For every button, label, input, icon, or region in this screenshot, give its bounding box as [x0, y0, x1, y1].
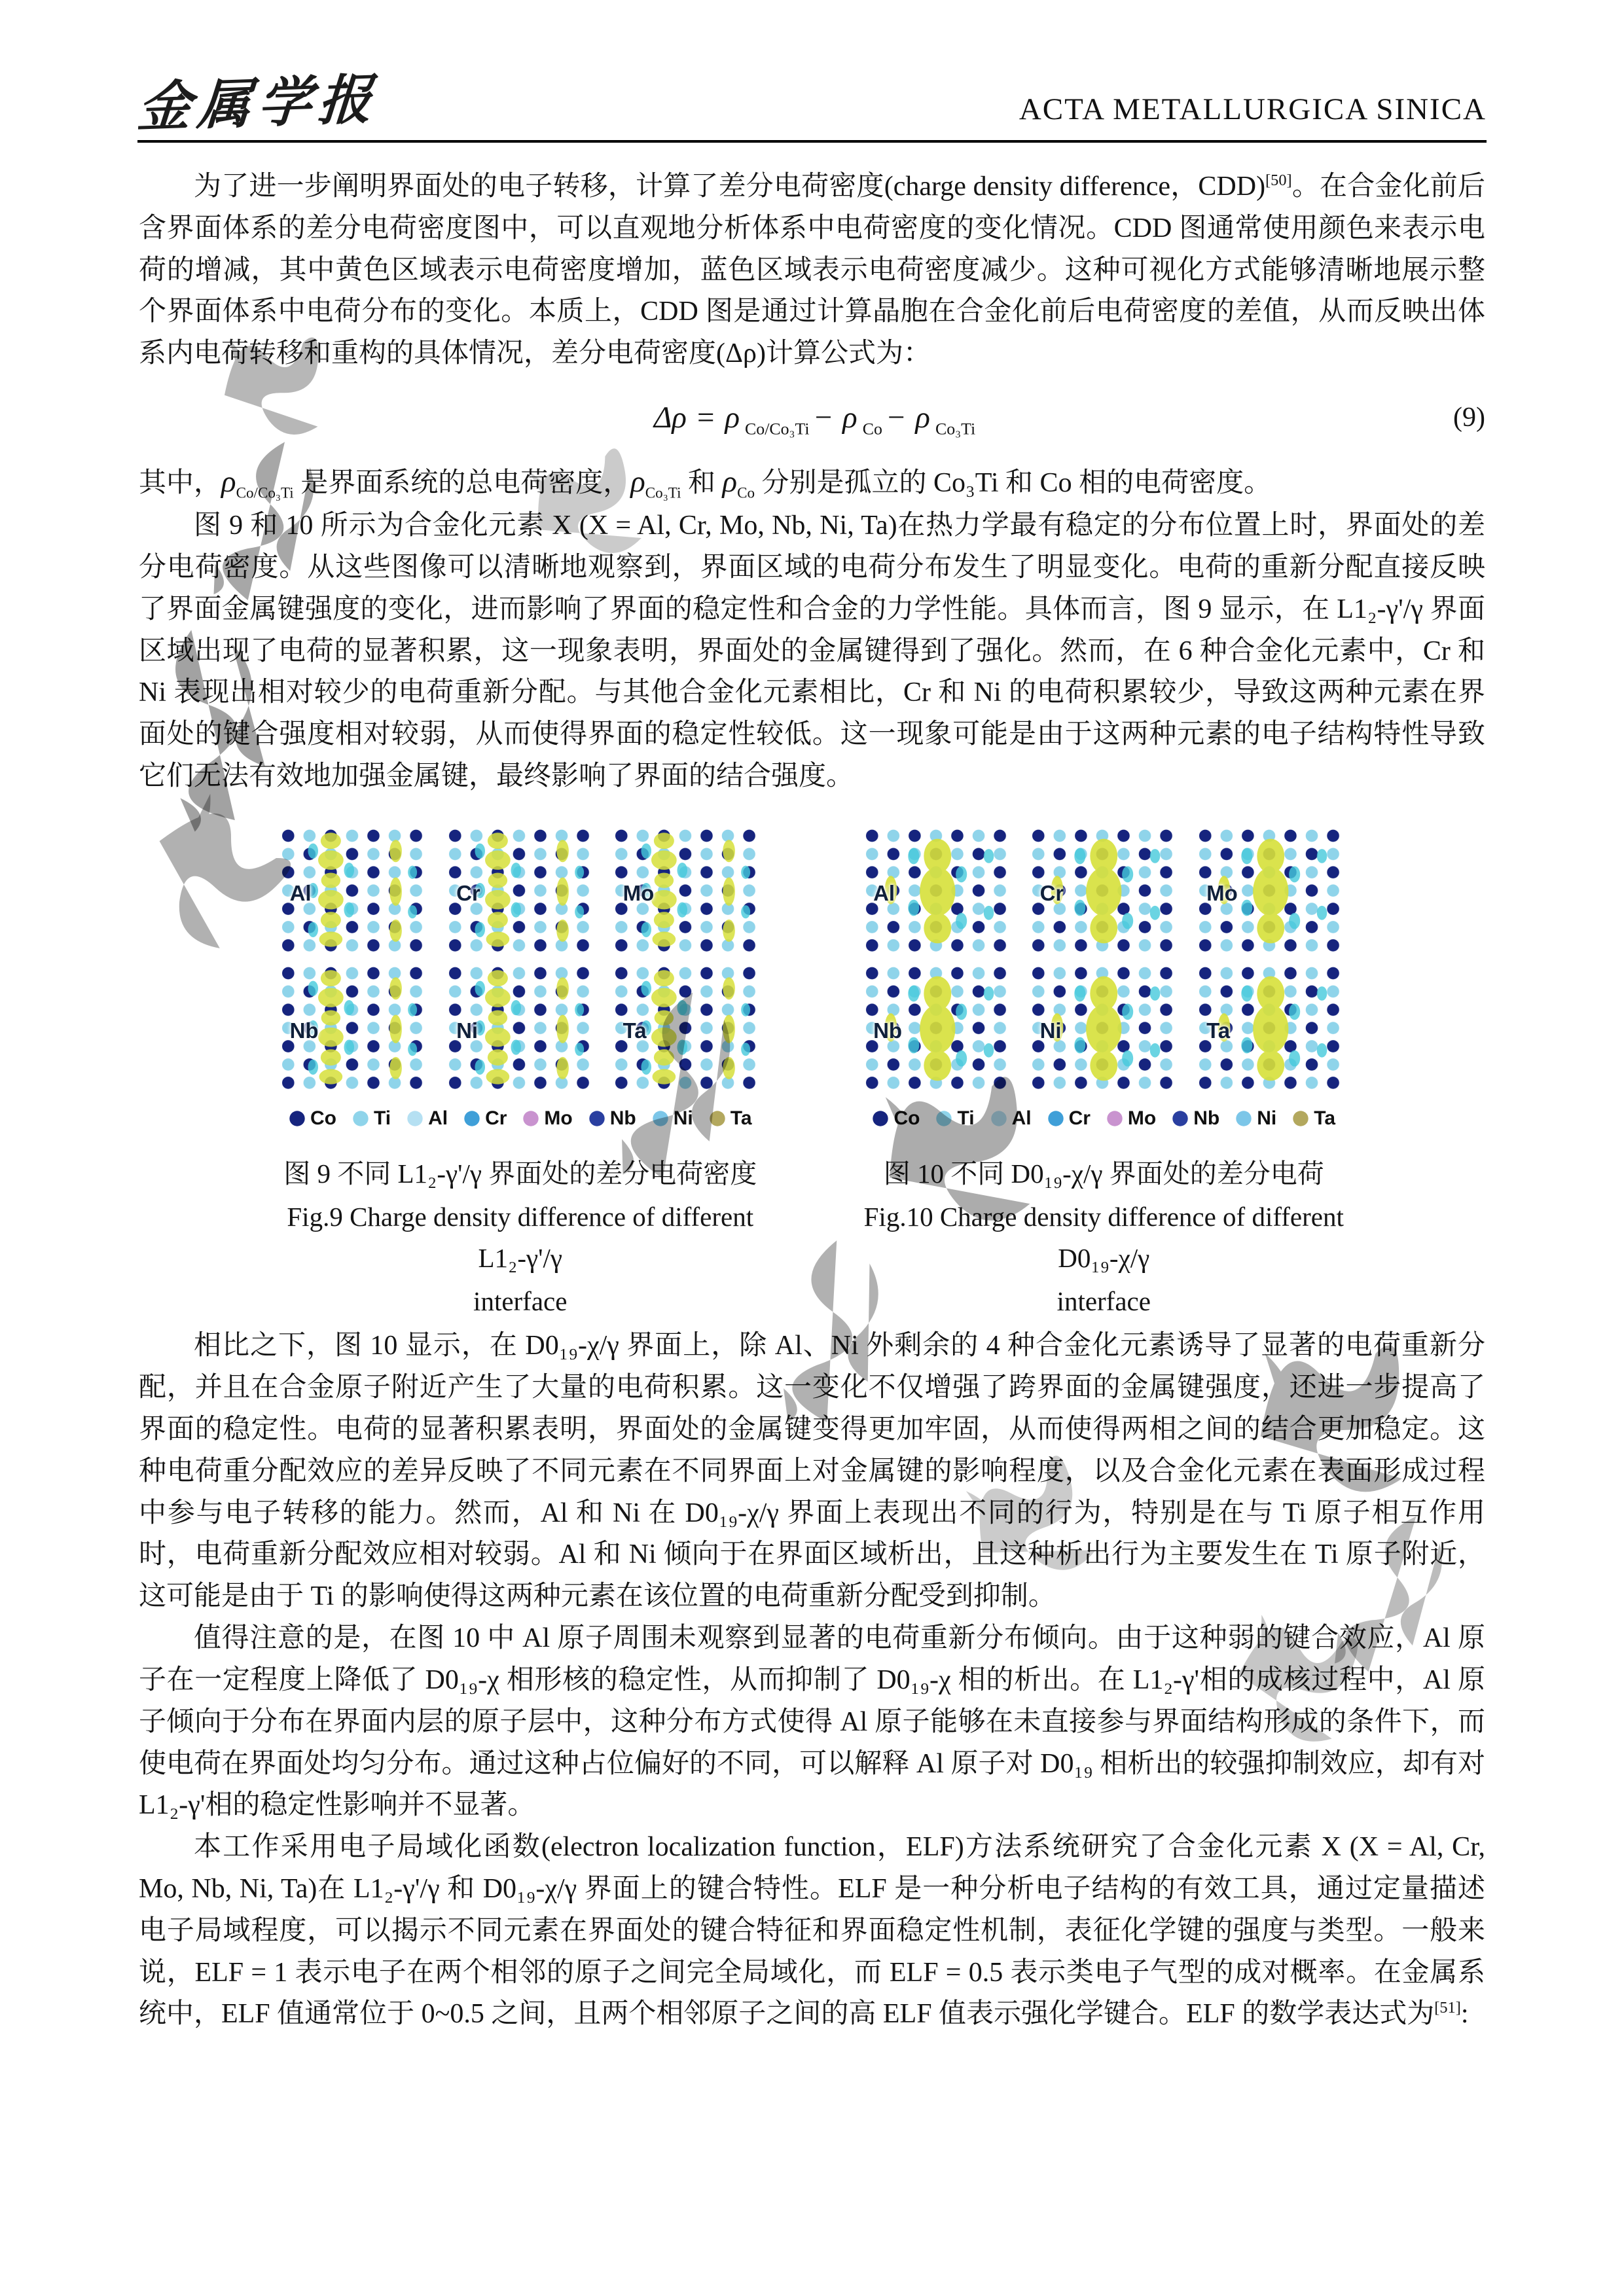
legend-label: Ta: [730, 1107, 752, 1130]
legend-label: Ti: [957, 1107, 975, 1130]
legend-label: Ta: [1314, 1107, 1336, 1130]
figure-panel: [1028, 964, 1180, 1091]
text-run: 是界面系统的总电荷密度，: [293, 467, 631, 498]
element-label: Nb: [289, 1018, 319, 1043]
rho-symbol: ρ: [722, 464, 738, 499]
legend-label: Nb: [1193, 1107, 1220, 1130]
legend-label: Ni: [1257, 1107, 1277, 1130]
legend-item: [588, 1103, 636, 1134]
figure-panel: [1028, 827, 1180, 954]
legend-item: [652, 1103, 693, 1134]
atom-legend: [861, 1103, 1347, 1134]
text-run: 其中，: [139, 467, 222, 498]
journal-title: ACTA METALLURGICA SINICA: [1019, 92, 1487, 126]
figure-panel: [1195, 964, 1347, 1091]
legend-item: [1235, 1103, 1276, 1134]
subscript-co3ti: Co₃Ti: [645, 483, 681, 501]
legend-label: Nb: [609, 1107, 636, 1130]
subscript-total: Co/Co₃Ti: [745, 419, 810, 439]
figure-panel: [861, 827, 1014, 954]
text-run: 本工作采用电子局域化函数(electron localization function，ELF)方法系统研究了合金化元素 X (X = Al, Cr, Mo, Nb, Ni, Ta)在 L1₂-γ'/γ 和 D0₁₉-χ/γ 界面上的键合特性。ELF 是一种分析电子结构的有效工具，通过定量描述电子局域程度，可以揭示不同元素在界面处的键合特征和界面稳定性机制，表征化学键的强度与类型。一般来说，ELF = 1 表示电子在两个相邻的原子之间完全局域化，而 ELF = 0.5 表示类电子气型的成对概率。在金属系统中，ELF 值通常位于 0~0.5 之间，且两个相邻原子之间的高 ELF 值表示强化学键合。ELF 的数学表达式为: [139, 1832, 1485, 2030]
figure-panel: [611, 964, 763, 1091]
paragraph-1: [139, 166, 1485, 375]
citation-ref-50: [50]: [1265, 171, 1292, 189]
atom-color-dot: [406, 1110, 424, 1127]
legend-item: [709, 1103, 752, 1134]
figure-panel: [444, 827, 597, 954]
minus-sign: −: [814, 401, 833, 435]
legend-item: [1292, 1103, 1335, 1134]
element-label: Cr: [1039, 881, 1064, 906]
atom-color-dot: [872, 1110, 889, 1127]
element-label: Ni: [456, 1018, 478, 1043]
subscript-co: Co: [737, 483, 755, 501]
journal-logo: 金属学报: [135, 69, 381, 138]
page-header: [135, 69, 1487, 138]
subscript-total: Co/Co₃Ti: [236, 483, 294, 501]
subscript-co: Co: [862, 419, 882, 439]
figure-10: [861, 827, 1347, 1321]
paragraph-3: 相比之下，图 10 显示，在 D0₁₉-χ/γ 界面上，除 Al、Ni 外剩余的 4 种合金化元素诱导了显著的电荷重新分配，并且在合金原子附近产生了大量的电荷积累。这一变化不仅增强了跨界面的金属键强度，还进一步提高了界面的稳定性。电荷的显著积累表明，界面处的金属键变得更加牢固，从而使得两相之间的结合更加稳定。这种电荷重分配效应的差异反映了不同元素在不同界面上对金属键的影响程度，以及合金化元素在表面形成过程中参与电子转移的能力。然而，Al 和 Ni 在 D0₁₉-χ/γ 界面上表现出不同的行为，特别是在与 Ti 原子相互作用时，电荷重新分配效应相对较弱。Al 和 Ni 倾向于在界面区域析出，且这种析出行为主要发生在 Ti 原子附近，这可能是由于 Ti 的影响使得这两种元素在该位置的电荷重新分配受到抑制。: [139, 1331, 1485, 1612]
article-body: [139, 166, 1485, 2036]
paragraph-2: 图 9 和 10 所示为合金化元素 X (X = Al, Cr, Mo, Nb, Ni, Ta)在热力学最有稳定的分布位置上时，界面处的差分电荷密度。从这些图像可以清晰地观察到，界面区域的电荷分布发生了明显变化。电荷的重新分配直接反映了界面金属键强度的变化，进而影响了界面的稳定性和合金的力学性能。具体而言，图 9 显示，在 L1₂-γ'/γ 界面区域出现了电荷的显著积累，这一现象表明，界面处的金属键得到了强化。然而，在 6 种合金化元素中，Cr 和 Ni 表现出相对较少的电荷重新分配。与其他合金化元素相比，Cr 和 Ni 的电荷积累较少，导致这两种元素在界面处的键合强度相对较弱，从而使得界面的稳定性较低。这一现象可能是由于这两种元素的电子结构特性导致它们无法有效地加强金属键，最终影响了界面的结合强度。: [139, 511, 1485, 792]
paragraph-where: [139, 459, 1485, 506]
figure-9: [278, 827, 763, 1321]
figure-9-panel-grid: [278, 827, 763, 1091]
legend-item: [289, 1103, 336, 1134]
element-label: Cr: [456, 881, 480, 906]
figure-panel: [444, 964, 597, 1091]
figure-panel: [611, 827, 763, 954]
figure-10-caption-en2: interface: [1056, 1285, 1151, 1316]
figure-panel: [861, 964, 1014, 1091]
figure-10-caption-cn: 图 10 不同 D0₁₉-χ/γ 界面处的差分电荷: [883, 1158, 1324, 1189]
figures-row: [278, 827, 1346, 1321]
atom-color-dot: [1235, 1110, 1252, 1127]
atom-color-dot: [1106, 1110, 1123, 1127]
atom-color-dot: [990, 1110, 1007, 1127]
equation-9: [139, 395, 1485, 441]
legend-label: Al: [1011, 1107, 1032, 1130]
legend-item: [463, 1103, 507, 1134]
figure-panel: [278, 964, 430, 1091]
legend-label: Mo: [544, 1107, 573, 1130]
atom-legend: [278, 1103, 763, 1134]
legend-label: Co: [310, 1107, 336, 1130]
atom-color-dot: [709, 1110, 726, 1127]
header-rule: [137, 140, 1487, 143]
text-run: 为了进一步阐明界面处的电子转移，计算了差分电荷密度(charge density difference，CDD): [194, 171, 1266, 202]
legend-item: [990, 1103, 1032, 1134]
figure-9-caption-en: Fig.9 Charge density difference of different L1₂-γ'/γ: [287, 1202, 754, 1273]
figure-panel: [278, 827, 430, 954]
element-label: Al: [289, 881, 312, 906]
element-label: Mo: [623, 881, 655, 906]
figure-panel: [1195, 827, 1347, 954]
equation-number: (9): [1453, 402, 1485, 433]
text-run: 分别是孤立的 Co₃Ti 和 Co 相的电荷密度。: [755, 467, 1272, 498]
atom-color-dot: [352, 1110, 369, 1127]
equation-expression: [649, 401, 976, 439]
figure-9-caption-en2: interface: [473, 1285, 568, 1316]
atom-color-dot: [1292, 1110, 1309, 1127]
atom-color-dot: [1172, 1110, 1189, 1127]
legend-label: Cr: [1068, 1107, 1091, 1130]
figure-10-caption-en: Fig.10 Charge density difference of different D0₁₉-χ/γ: [863, 1202, 1344, 1273]
atom-color-dot: [935, 1110, 952, 1127]
text-run: 和: [681, 467, 723, 498]
figure-9-caption-cn: 图 9 不同 L1₂-γ'/γ 界面处的差分电荷密度: [283, 1158, 757, 1189]
legend-item: [935, 1103, 974, 1134]
legend-label: Ti: [373, 1107, 391, 1130]
legend-item: [406, 1103, 448, 1134]
citation-ref-51: [51]: [1434, 1999, 1461, 2017]
element-label: Ni: [1039, 1018, 1062, 1043]
legend-item: [872, 1103, 920, 1134]
minus-sign: −: [887, 401, 905, 435]
rho-symbol: ρ: [915, 401, 930, 435]
rho-symbol: ρ: [725, 401, 740, 435]
paragraph-4: 值得注意的是，在图 10 中 Al 原子周围未观察到显著的电荷重新分布倾向。由于这种弱的键合效应，Al 原子在一定程度上降低了 D0₁₉-χ 相形核的稳定性，从而抑制了 D0₁₉-χ 相的析出。在 L1₂-γ'相的成核过程中，Al 原子倾向于分布在界面内层的原子层中，这种分布方式使得 Al 原子能够在未直接参与界面结构形成的条件下，而使电荷在界面处均匀分布。通过这种占位偏好的不同，可以解释 Al 原子对 D0₁₉ 相析出的较强抑制效应，却有对 L1₂-γ'相的稳定性影响并不显著。: [139, 1623, 1485, 1821]
legend-label: Ni: [673, 1107, 693, 1130]
element-label: Mo: [1206, 881, 1238, 906]
element-label: Ta: [623, 1018, 647, 1043]
equals-sign: =: [696, 401, 715, 435]
rho-symbol: ρ: [221, 464, 236, 499]
legend-item: [522, 1103, 572, 1134]
element-label: Nb: [873, 1018, 903, 1043]
atom-color-dot: [522, 1110, 539, 1127]
text-run: :: [1460, 1999, 1469, 2030]
element-label: Al: [873, 881, 895, 906]
legend-item: [352, 1103, 391, 1134]
subscript-co3ti: Co₃Ti: [935, 419, 976, 439]
figure-10-panel-grid: [861, 827, 1347, 1091]
legend-item: [1047, 1103, 1091, 1134]
element-label: Ta: [1206, 1018, 1231, 1043]
rho-symbol: ρ: [842, 401, 857, 435]
legend-label: Co: [893, 1107, 920, 1130]
legend-item: [1106, 1103, 1156, 1134]
legend-item: [1172, 1103, 1219, 1134]
legend-label: Cr: [485, 1107, 507, 1130]
atom-color-dot: [652, 1110, 669, 1127]
delta-rho: Δρ: [653, 401, 687, 435]
atom-color-dot: [463, 1110, 480, 1127]
legend-label: Mo: [1127, 1107, 1157, 1130]
rho-symbol: ρ: [630, 464, 645, 499]
atom-color-dot: [588, 1110, 605, 1127]
legend-label: Al: [428, 1107, 448, 1130]
text-run: 。在合金化前后含界面体系的差分电荷密度图中，可以直观地分析体系中电荷密度的变化情况。CDD 图通常使用颜色来表示电荷的增减，其中黄色区域表示电荷密度增加，蓝色区域表示电荷密度减少。这种可视化方式能够清晰地展示整个界面体系中电荷分布的变化。本质上，CDD 图是通过计算晶胞在合金化前后电荷密度的差值，从而反映出体系内电荷转移和重构的具体情况，差分电荷密度(Δρ)计算公式为：: [139, 171, 1485, 369]
atom-color-dot: [1047, 1110, 1064, 1127]
paragraph-5: [139, 1827, 1485, 2036]
atom-color-dot: [289, 1110, 306, 1127]
